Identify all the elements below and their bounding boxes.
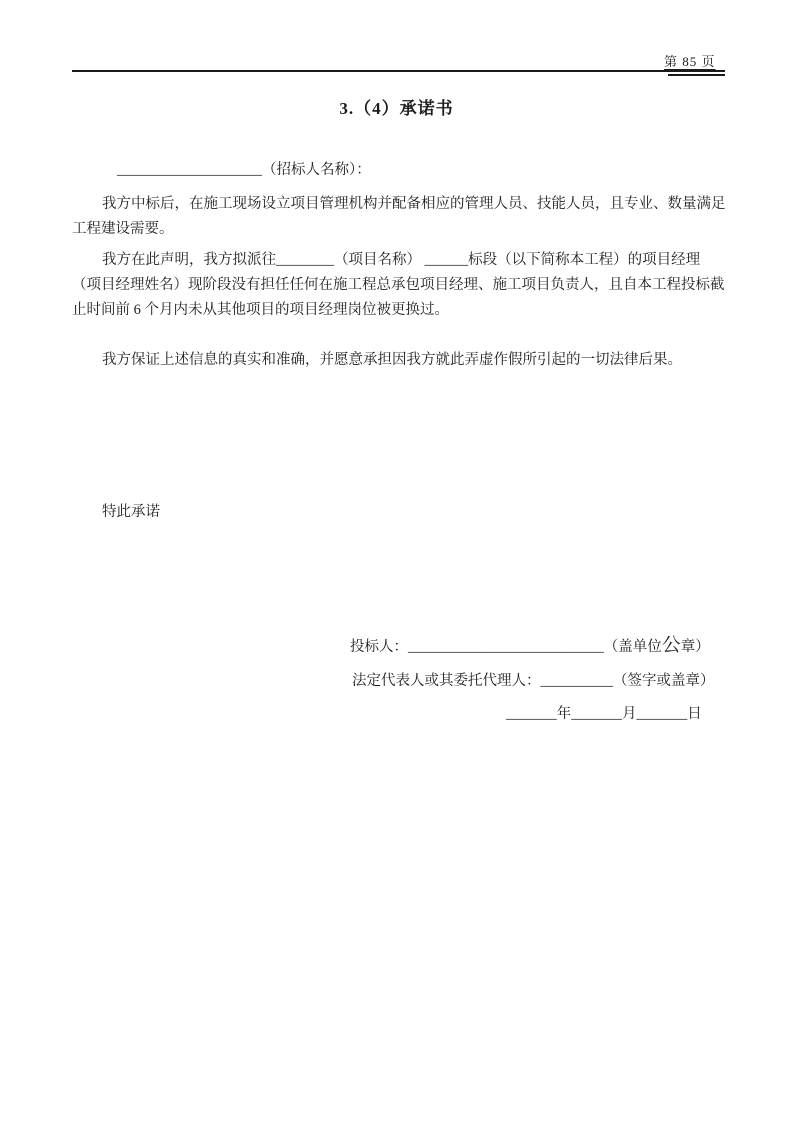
paragraph-1-line-1: 我方中标后，在施工现场设立项目管理机构并配备相应的管理人员、技能人员，且专业、数量满足	[102, 196, 726, 212]
seal-note-suffix: 章）	[680, 639, 710, 655]
representative-signature-line	[352, 669, 715, 694]
bidder-signature-line	[350, 633, 710, 660]
closing-phrase: 特此承诺	[102, 504, 160, 520]
paragraph-2-line-2: （项目经理姓名）现阶段没有担任任何在施工程总承包项目经理、施工项目负责人，且自本工程投标截	[72, 277, 725, 293]
date-line	[506, 702, 702, 727]
salutation-line	[72, 158, 732, 183]
page-number: 第 85 页	[664, 54, 716, 69]
representative-label: 法定代表人或其委托代理人：	[352, 673, 541, 689]
sign-or-seal-note: （签字或盖章）	[613, 673, 715, 689]
paragraph-1	[72, 192, 732, 242]
paragraph-3: 我方保证上述信息的真实和准确，并愿意承担因我方就此弄虚作假所引起的一切法律后果。	[102, 352, 682, 368]
paragraph-2-line-3: 止时间前 6 个月内未从其他项目的项目经理岗位被更换过。	[72, 302, 449, 318]
header-divider	[72, 70, 725, 72]
bidder-name-blank[interactable]: ____________________	[117, 162, 262, 178]
seal-note-prefix: （盖单位	[603, 639, 662, 655]
bidder-signature-blank[interactable]: ___________________________	[408, 639, 604, 655]
representative-signature-blank[interactable]: __________	[540, 673, 613, 689]
seal-note-big-char: 公	[661, 635, 681, 656]
salutation-label: （招标人名称）：	[262, 162, 371, 178]
paragraph-2	[72, 248, 732, 323]
document-title: 3.（4）承诺书	[339, 99, 454, 118]
header-divider-accent	[668, 74, 725, 76]
paragraph-2-line-1: 我方在此声明，我方拟派往________（项目名称） ______标段（以下简称本工程）的项目经理	[102, 252, 701, 268]
paragraph-1-line-2: 工程建设需要。	[72, 221, 174, 237]
bidder-label: 投标人：	[350, 639, 408, 655]
date-blanks[interactable]: _______年_______月_______日	[506, 706, 702, 722]
